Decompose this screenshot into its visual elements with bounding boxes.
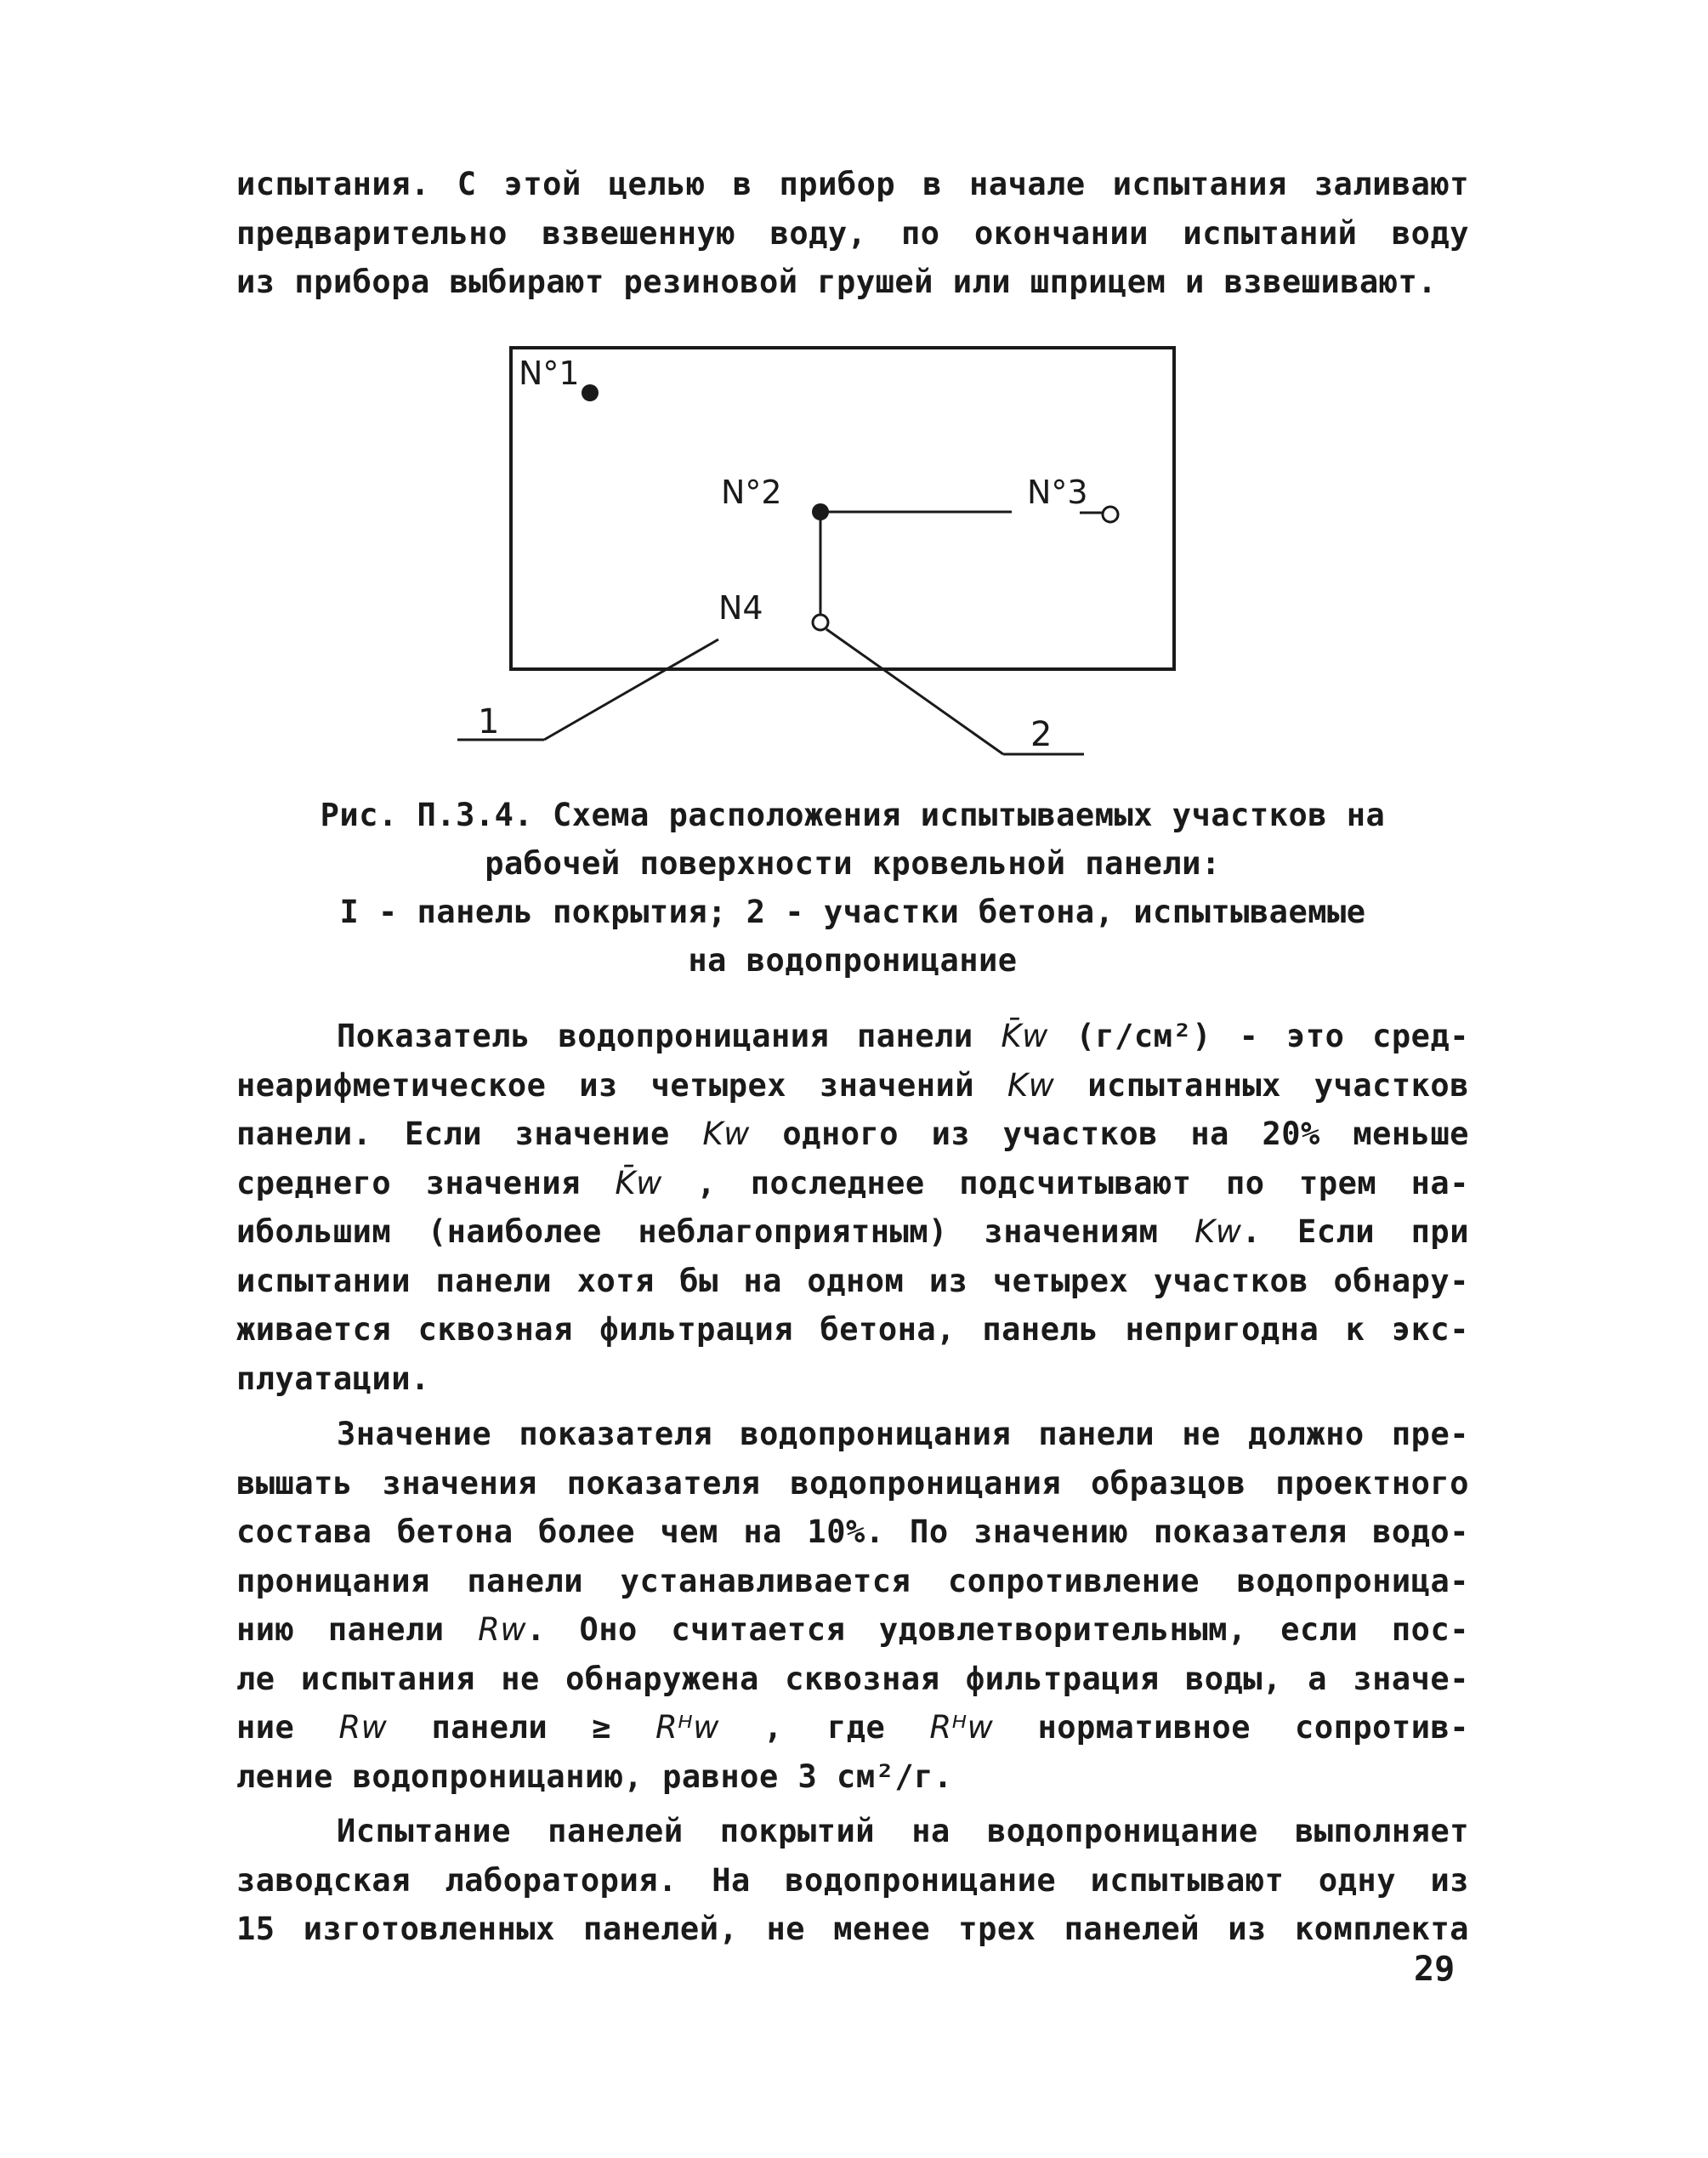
leader-label-1: 1 xyxy=(478,702,500,741)
text-run: , где xyxy=(763,1709,886,1746)
text-line: плуатации. xyxy=(236,1360,430,1397)
test-point-2 xyxy=(812,503,829,520)
text-line: проницания панели устанавливается сопротивление водопроница- xyxy=(236,1562,1469,1599)
text-run: ние xyxy=(236,1709,295,1746)
text-line xyxy=(236,1703,1469,1752)
text-line xyxy=(236,1159,1469,1208)
text-run: панели ≥ xyxy=(431,1709,611,1746)
text-line: 15 изготовленных панелей, не менее трех панелей из комплекта xyxy=(236,1911,1469,1947)
test-point-4 xyxy=(813,615,828,630)
rw-symbol: Rw xyxy=(478,1611,527,1648)
test-point-1 xyxy=(582,384,599,401)
text-line: Значение показателя водопроницания панели не должно пре- xyxy=(337,1416,1469,1452)
kw-symbol: Kw xyxy=(1007,1066,1055,1104)
text-run: (г/см²) - это сред- xyxy=(1075,1018,1470,1054)
text-run: одного из участков на 20% меньше xyxy=(782,1116,1470,1152)
point-label-4: N4 xyxy=(718,589,763,627)
text-line: заводская лаборатория. На водопроницание испытывают одну из xyxy=(236,1861,1469,1899)
leader-line-2 xyxy=(826,629,1003,754)
text-run: испытанных участков xyxy=(1087,1066,1469,1104)
text-line xyxy=(236,1207,1469,1257)
caption-line: Рис. П.3.4. Схема расположения испытываемых участков на xyxy=(320,797,1386,833)
leader-line-1 xyxy=(544,639,718,740)
text-run: неарифметическое из четырех значений xyxy=(236,1066,975,1104)
text-run: , последнее подсчитывают по трем на- xyxy=(696,1164,1469,1201)
point-label-2: N°2 xyxy=(721,474,782,511)
point-label-1: N°1 xyxy=(519,355,580,392)
text-run: нормативное сопротив- xyxy=(1037,1709,1470,1746)
figure-caption xyxy=(236,791,1469,985)
text-run: . Оно считается удовлетворительным, если пос- xyxy=(526,1611,1470,1648)
text-line: вышать значения показателя водопроницания образцов проектного xyxy=(236,1464,1469,1502)
text-line: Испытание панелей покрытий на водопроницание выполняет xyxy=(337,1813,1469,1849)
page-number: 29 xyxy=(1414,1950,1455,1989)
text-line xyxy=(236,1061,1469,1110)
leader-label-2: 2 xyxy=(1030,715,1053,754)
text-line: состава бетона более чем на 10%. По значению показателя водо- xyxy=(236,1513,1469,1550)
text-line: испытания. С этой целью в прибор в начале испытания заливают xyxy=(236,166,1469,202)
text-line xyxy=(236,1012,1469,1061)
text-run: панели. Если значение xyxy=(236,1116,670,1152)
caption-line: I - панель покрытия; 2 - участки бетона, испытываемые xyxy=(339,894,1366,930)
text-run: Показатель водопроницания панели xyxy=(337,1018,973,1054)
text-line: ление водопроницанию, равное 3 см²/г. xyxy=(236,1758,953,1795)
test-point-3 xyxy=(1103,507,1118,522)
text-run: среднего значения xyxy=(236,1164,581,1201)
rw-normative-symbol: Rᴴw xyxy=(655,1709,720,1746)
caption-line: рабочей поверхности кровельной панели: xyxy=(485,845,1221,882)
point-label-3: N°3 xyxy=(1027,474,1088,511)
text-run: . Если при xyxy=(1241,1213,1469,1250)
text-line: предварительно взвешенную воду, по окончании испытаний воду xyxy=(236,214,1469,252)
text-run: нию панели xyxy=(236,1611,445,1648)
text-line: ле испытания не обнаружена сквозная фильтрация воды, а значе- xyxy=(236,1660,1469,1697)
text-line xyxy=(236,1605,1469,1655)
rw-normative-symbol: Rᴴw xyxy=(929,1709,994,1746)
text-line: из прибора выбирают резиновой грушей или шприцем и взвешивают. xyxy=(236,264,1438,300)
paragraph-water-permeability-index xyxy=(236,1012,1469,1403)
kw-symbol: Kw xyxy=(702,1116,750,1152)
text-run: ибольшим (наиболее неблагоприятным) значениям xyxy=(236,1213,1159,1250)
kw-mean-symbol: K̄w xyxy=(615,1164,662,1201)
paragraph-factory-lab-testing xyxy=(236,1807,1469,1954)
paragraph-permeability-resistance xyxy=(236,1410,1469,1801)
text-line: живается сквозная фильтрация бетона, панель непригодна к экс- xyxy=(236,1311,1469,1348)
text-line: испытании панели хотя бы на одном из четырех участков обнару- xyxy=(236,1262,1469,1299)
figure-panel-diagram xyxy=(0,0,1708,782)
text-line xyxy=(236,1110,1469,1159)
rw-symbol: Rw xyxy=(338,1709,388,1746)
kw-symbol: Kw xyxy=(1194,1213,1242,1250)
kw-mean-symbol: K̄w xyxy=(1001,1018,1048,1054)
caption-line: на водопроницание xyxy=(688,942,1018,979)
